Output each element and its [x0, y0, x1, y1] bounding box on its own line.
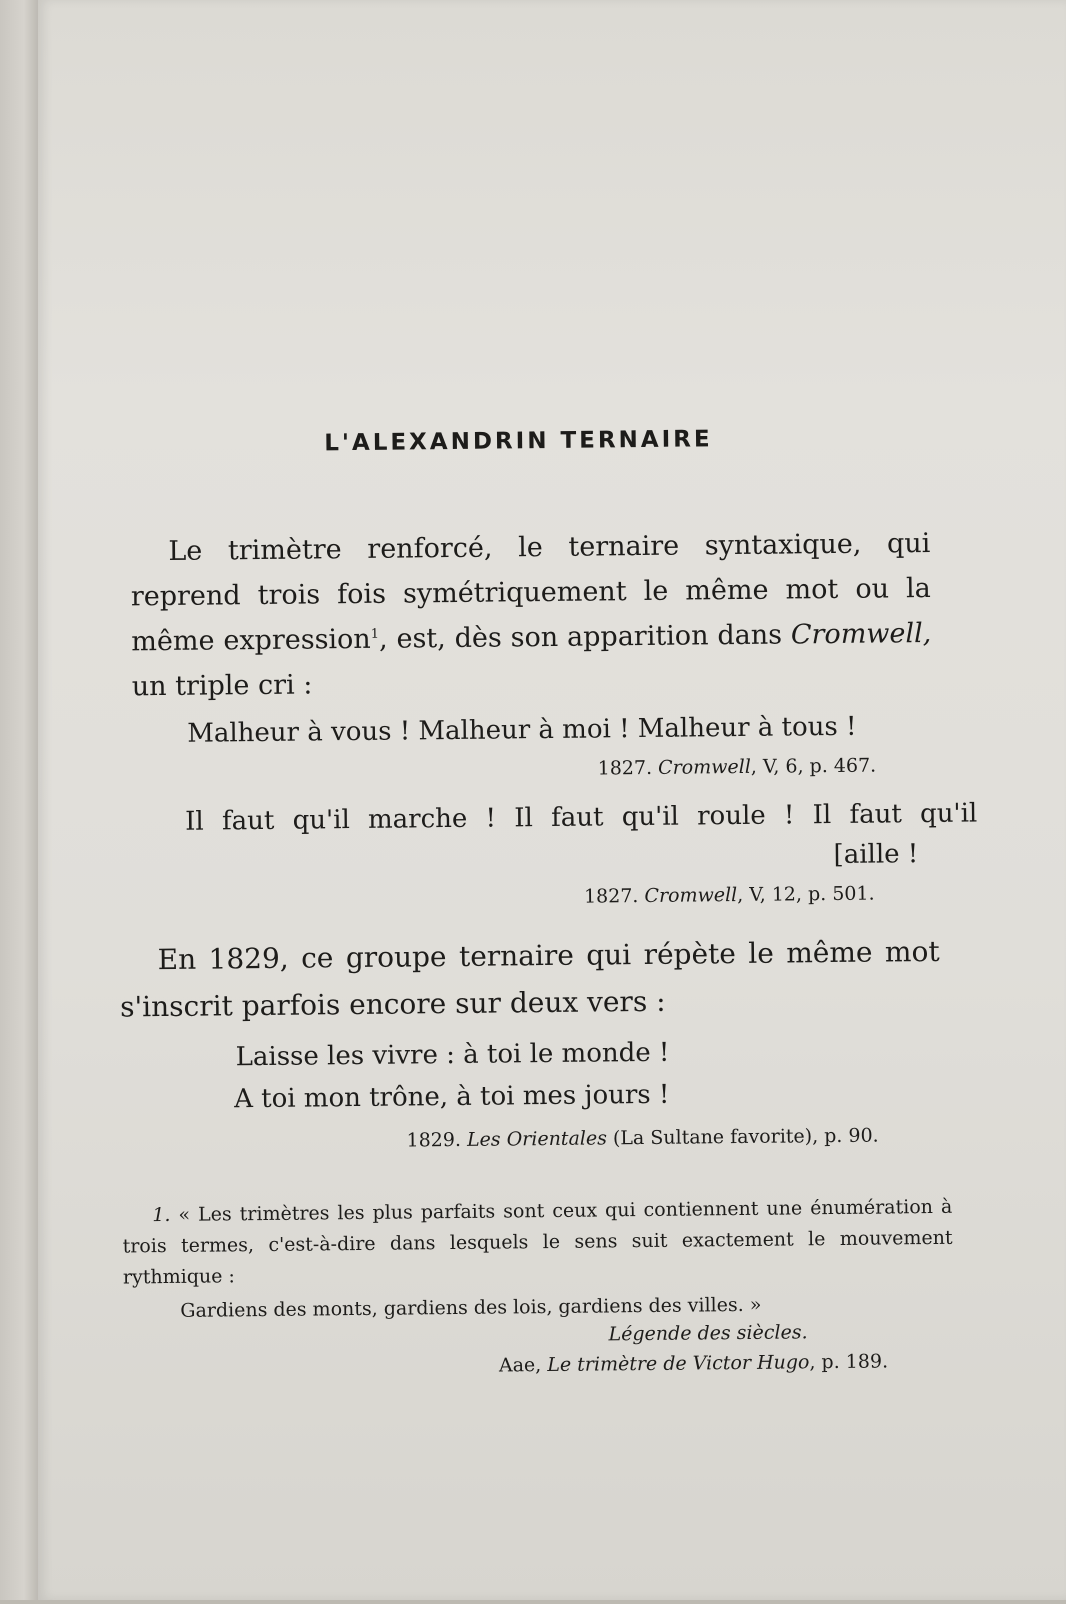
- paragraph-1: [130, 521, 932, 709]
- paragraph-1-text: Le trimètre renforcé, le ternaire syntaxique, qui reprend trois fois symétriquement le même mot ou la même expression: [130, 527, 931, 658]
- verse-2-continued: [aille !: [833, 839, 919, 871]
- footnote-text: « Les trimètres les plus parfaits sont ceux qui contiennent une énumération à trois termes, c'est-à-dire dans lesquels le sens suit exactement le mouvement rythmique :: [122, 1195, 953, 1289]
- footnote-book: Le trimètre de Victor Hugo: [547, 1351, 810, 1377]
- paragraph-2-text: En 1829, ce groupe ternaire qui répète le même mot s'inscrit parfois encore sur deux vers :: [119, 934, 940, 1024]
- footnote-quote: Gardiens des monts, gardiens des lois, gardiens des villes. »: [180, 1293, 762, 1322]
- footnote-source-title: Légende des siècles.: [608, 1321, 808, 1346]
- citation-ref: , V, 6, p. 467.: [750, 754, 877, 778]
- citation-work: Cromwell: [658, 755, 751, 779]
- footnote-ref: 1: [370, 626, 380, 642]
- citation-ref: (La Sultane favorite), p. 90.: [606, 1124, 879, 1150]
- paragraph-1-end: un triple cri :: [131, 669, 313, 703]
- footnote: [122, 1192, 953, 1294]
- book-page: [38, 0, 1066, 1600]
- paragraph-2: [119, 928, 940, 1031]
- verse-3b: A toi mon trône, à toi mes jours !: [233, 1079, 670, 1115]
- page-content: [119, 0, 978, 1604]
- page-edge: [0, 0, 40, 1600]
- citation-1: [598, 755, 877, 780]
- footnote-author-line: [499, 1350, 888, 1376]
- citation-year: 1827.: [583, 885, 639, 908]
- verse-2: Il faut qu'il marche ! Il faut qu'il roule ! Il faut qu'il: [185, 798, 978, 837]
- citation-work: Les Orientales: [466, 1127, 608, 1151]
- citation-year: 1829.: [406, 1128, 462, 1152]
- footnote-page: , p. 189.: [809, 1350, 889, 1374]
- citation-ref: , V, 12, p. 501.: [737, 882, 875, 907]
- paragraph-1-mid: , est, dès son apparition dans: [378, 619, 792, 655]
- chapter-heading: L'ALEXANDRIN TERNAIRE: [324, 426, 713, 457]
- verse-1: Malheur à vous ! Malheur à moi ! Malheur à tous !: [187, 711, 857, 749]
- citation-2: [584, 883, 875, 908]
- citation-work: Cromwell: [644, 884, 738, 907]
- footnote-source: [608, 1321, 807, 1345]
- footnote-number: 1.: [152, 1203, 171, 1227]
- citation-year: 1827.: [597, 756, 653, 780]
- citation-3: [406, 1125, 878, 1152]
- verse-3a: Laisse les vivre : à toi le monde !: [235, 1037, 670, 1073]
- work-title: Cromwell,: [790, 617, 932, 651]
- footnote-author: Aae,: [498, 1354, 542, 1377]
